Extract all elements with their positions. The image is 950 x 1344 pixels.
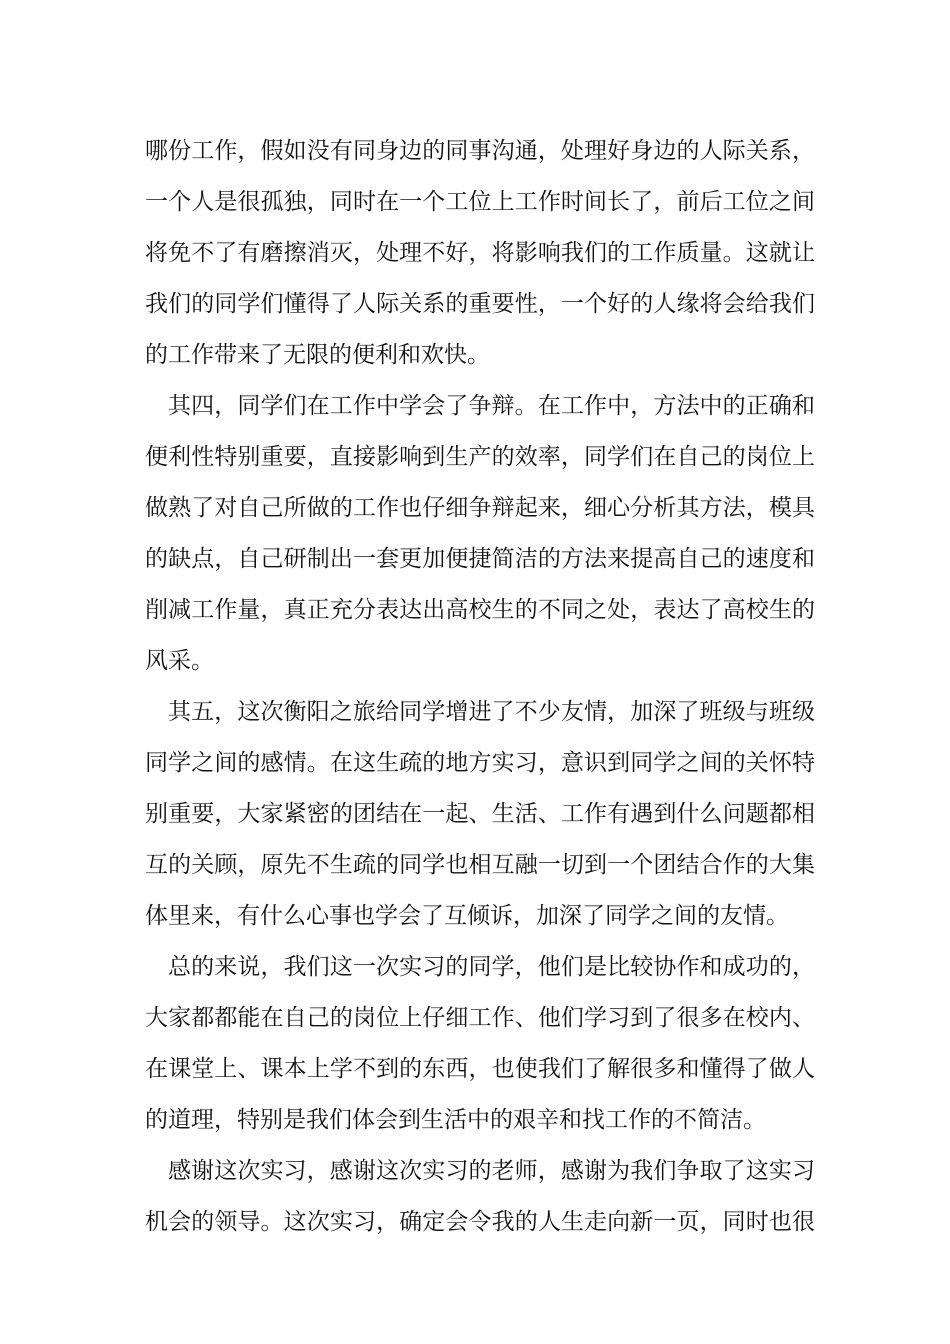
- text-line: 哪份工作，假如没有同身边的同事沟通，处理好身边的人际关系，: [145, 138, 815, 164]
- paragraph-first-line: 其五，这次衡阳之旅给同学增进了不少友情，加深了班级与班级: [168, 699, 815, 725]
- document-body: [145, 126, 815, 1248]
- text-line: 在课堂上、课本上学不到的东西，也使我们了解很多和懂得了做人: [145, 1056, 815, 1082]
- text-line: 的工作带来了无限的便利和欢快。: [145, 342, 490, 368]
- text-line: 将免不了有磨擦消灭，处理不好，将影响我们的工作质量。这就让: [145, 240, 815, 266]
- text-line: 机会的领导。这次实习，确定会令我的人生走向新一页，同时也很: [145, 1209, 815, 1235]
- paragraph-first-line: 总的来说，我们这一次实习的同学，他们是比较协作和成功的，: [168, 954, 815, 980]
- paragraph-first-line: 其四，同学们在工作中学会了争辩。在工作中，方法中的正确和: [168, 393, 815, 419]
- paragraph-first-line: 感谢这次实习，感谢这次实习的老师，感谢为我们争取了这实习: [168, 1158, 815, 1184]
- text-line: 的道理，特别是我们体会到生活中的艰辛和找工作的不简洁。: [145, 1107, 766, 1133]
- text-line: 一个人是很孤独，同时在一个工位上工作时间长了，前后工位之间: [145, 189, 815, 215]
- text-line: 我们的同学们懂得了人际关系的重要性，一个好的人缘将会给我们: [145, 291, 815, 317]
- text-line: 便利性特别重要，直接影响到生产的效率，同学们在自己的岗位上: [145, 444, 815, 470]
- text-line: 削减工作量，真正充分表达出高校生的不同之处，表达了高校生的: [145, 597, 815, 623]
- text-line: 大家都都能在自己的岗位上仔细工作、他们学习到了很多在校内、: [145, 1005, 815, 1031]
- text-line: 别重要，大家紧密的团结在一起、生活、工作有遇到什么问题都相: [145, 801, 815, 827]
- text-line: 体里来，有什么心事也学会了互倾诉，加深了同学之间的友情。: [145, 903, 789, 929]
- text-line: 风采。: [145, 648, 214, 674]
- text-line: 互的关顾，原先不生疏的同学也相互融一切到一个团结合作的大集: [145, 852, 815, 878]
- text-line: 的缺点，自己研制出一套更加便捷简洁的方法来提高自己的速度和: [145, 546, 815, 572]
- text-line: 同学之间的感情。在这生疏的地方实习，意识到同学之间的关怀特: [145, 750, 815, 776]
- text-line: 做熟了对自己所做的工作也仔细争辩起来，细心分析其方法，模具: [145, 495, 815, 521]
